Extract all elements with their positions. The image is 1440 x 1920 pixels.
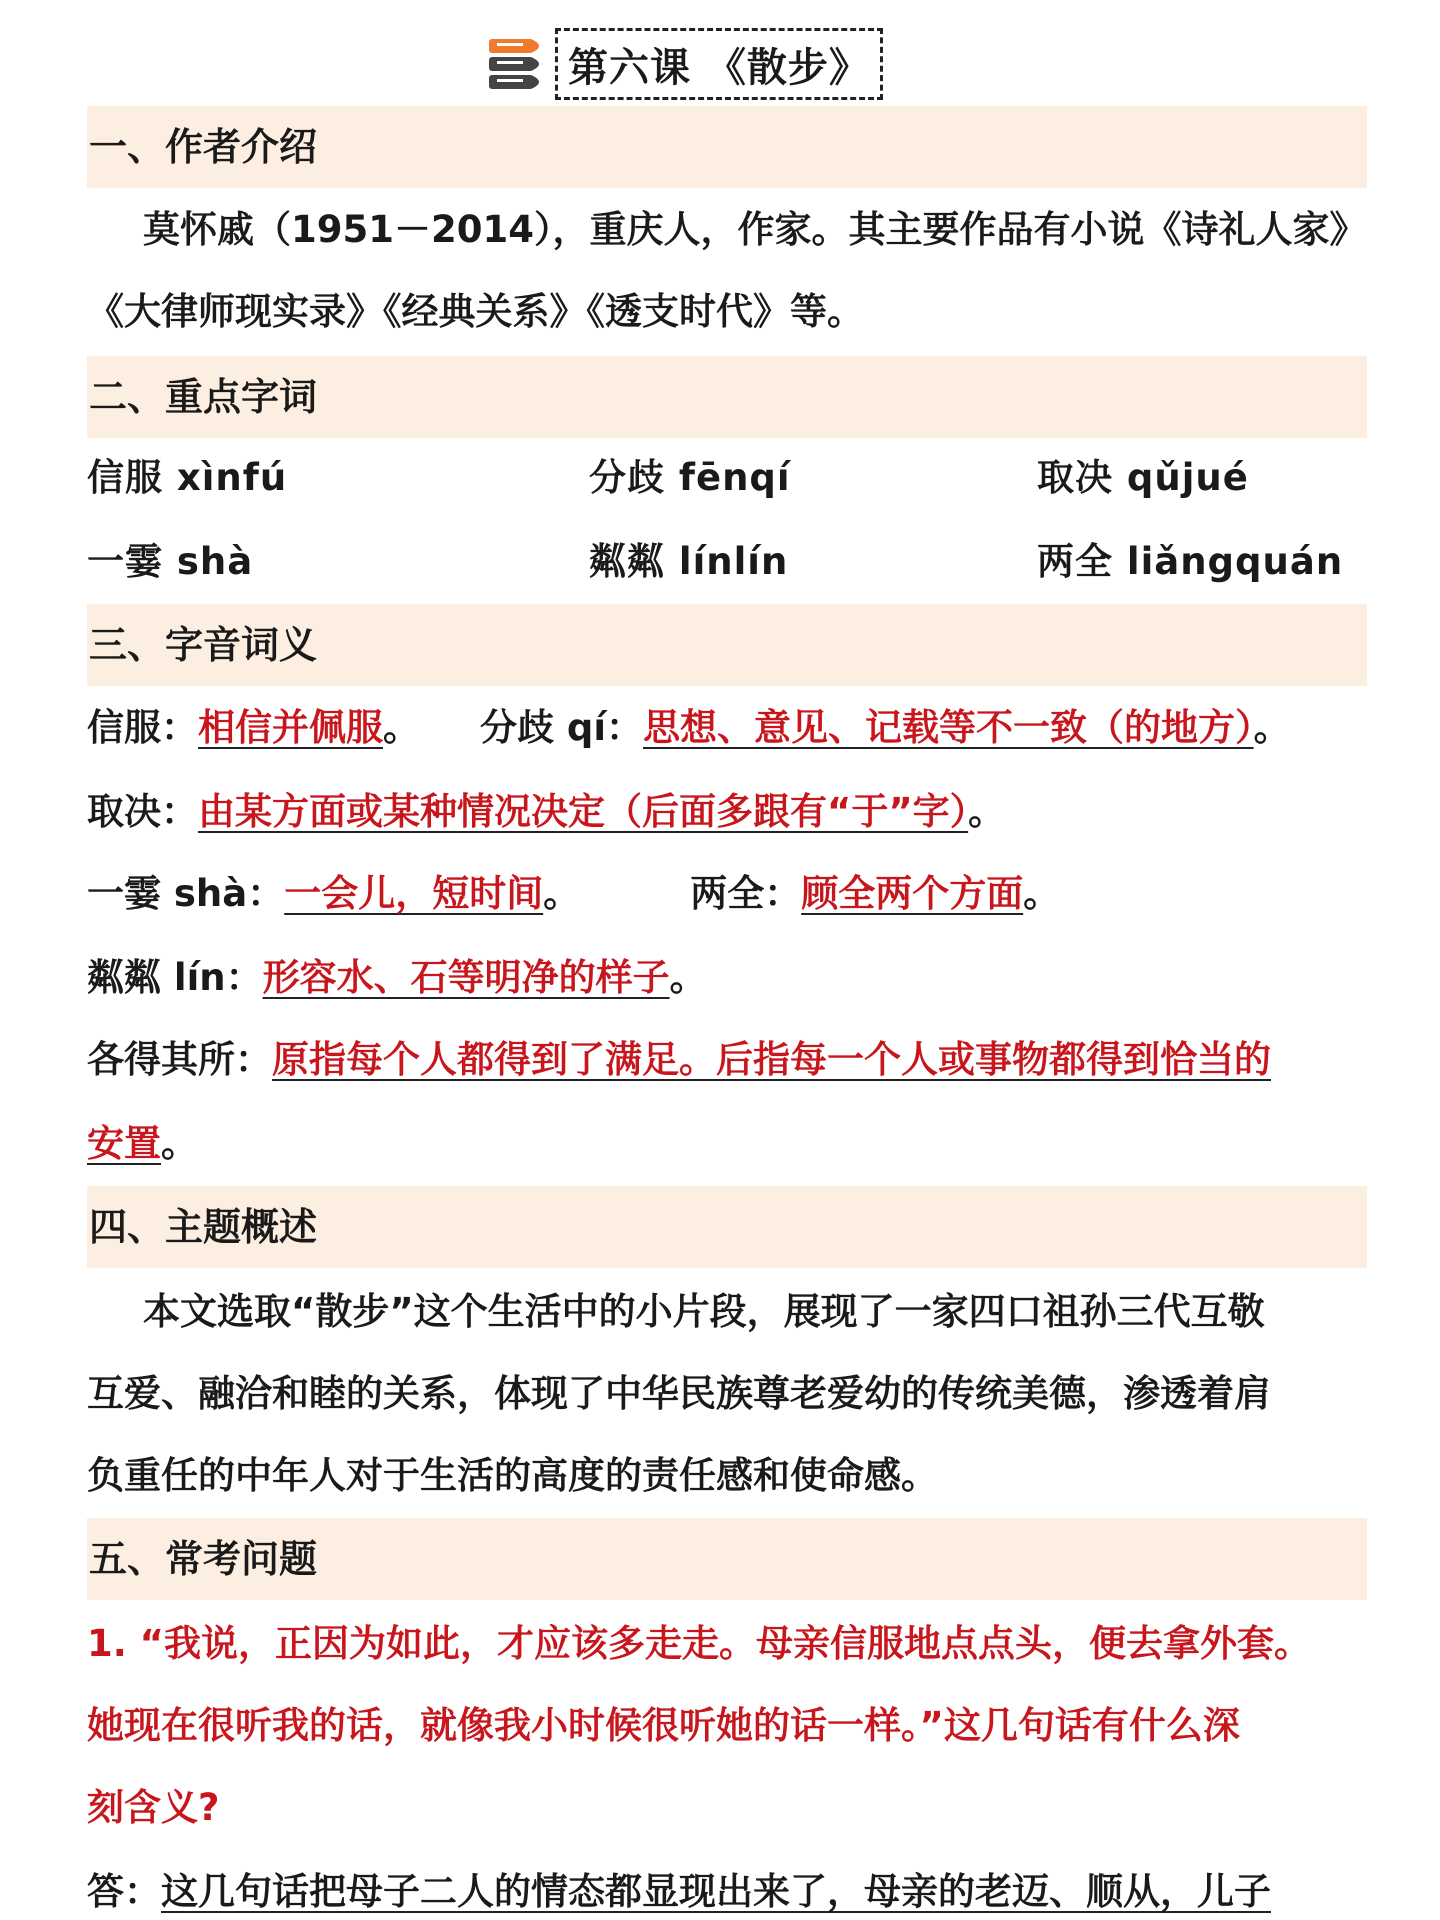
meaning-label: 取决： — [87, 790, 198, 833]
meaning-end: 。 — [1253, 706, 1291, 749]
meaning-definition: 安置 — [87, 1122, 161, 1165]
section-heading-vocab: 二、重点字词 — [87, 356, 1367, 438]
theme-line-2: 互爱、融洽和睦的关系，体现了中华民族尊老爱幼的传统美德，渗透着肩 — [87, 1372, 1271, 1415]
meaning-definition: 形容水、石等明净的样子 — [262, 956, 670, 999]
meaning-label: 信服： — [87, 706, 198, 749]
section-heading-theme: 四、主题概述 — [87, 1186, 1367, 1268]
meaning-definition: 思想、意见、记载等不一致（的地方） — [643, 706, 1254, 749]
meaning-label: 一霎 shà： — [87, 872, 285, 915]
meaning-end: 。 — [669, 956, 707, 999]
section-heading-questions: 五、常考问题 — [87, 1518, 1367, 1600]
question-line-3: 刻含义? — [87, 1786, 220, 1829]
meaning-end: 。 — [543, 872, 581, 915]
meaning-row — [87, 954, 1367, 1002]
vocab-item: 取决 qǔjué — [1037, 456, 1249, 499]
meaning-label: 分歧 qí： — [480, 706, 644, 749]
page-title: 第六课 《散步》 — [555, 28, 883, 100]
book-stack-icon — [487, 35, 549, 93]
theme-line-1: 本文选取“散步”这个生活中的小片段，展现了一家四口祖孙三代互敬 — [143, 1290, 1265, 1333]
meaning-row — [87, 870, 1367, 918]
meaning-label: 两全： — [690, 872, 802, 915]
author-line-2: 《大律师现实录》《经典关系》《透支时代》等。 — [87, 290, 864, 333]
question-line-2: 她现在很听我的话，就像我小时候很听她的话一样。”这几句话有什么深 — [87, 1704, 1240, 1747]
meaning-end: 。 — [1023, 872, 1061, 915]
title-area — [487, 30, 883, 98]
meaning-definition: 相信并佩服 — [198, 706, 383, 749]
answer-text: 这几句话把母子二人的情态都显现出来了，母亲的老迈、顺从，儿子 — [161, 1870, 1271, 1913]
question-line-1: 1. “我说，正因为如此，才应该多走走。母亲信服地点点头，便去拿外套。 — [87, 1622, 1311, 1665]
meaning-definition: 顾全两个方面 — [801, 872, 1024, 915]
meaning-row — [87, 704, 1367, 752]
meaning-definition: 由某方面或某种情况决定（后面多跟有“于”字） — [198, 790, 969, 833]
meaning-end: 。 — [161, 1122, 198, 1165]
meaning-row — [87, 1036, 1367, 1084]
meaning-label: 各得其所： — [87, 1038, 272, 1081]
meaning-row — [87, 788, 1367, 836]
section-heading-meanings: 三、字音词义 — [87, 604, 1367, 686]
meaning-end: 。 — [968, 790, 1006, 833]
theme-line-3: 负重任的中年人对于生活的高度的责任感和使命感。 — [87, 1454, 938, 1497]
answer-row — [87, 1868, 1367, 1916]
answer-label: 答： — [87, 1870, 161, 1913]
meaning-definition: 一会儿，短时间 — [284, 872, 544, 915]
vocab-item: 两全 liǎngquán — [1037, 540, 1344, 583]
vocab-item: 分歧 fēnqí — [589, 456, 791, 499]
meaning-definition: 原指每个人都得到了满足。后指每一个人或事物都得到恰当的 — [272, 1038, 1271, 1081]
author-line-1: 莫怀戚（1951－2014），重庆人，作家。其主要作品有小说《诗礼人家》 — [143, 208, 1367, 251]
vocab-item: 粼粼 línlín — [589, 540, 789, 583]
meaning-end: 。 — [383, 706, 420, 749]
meaning-label: 粼粼 lín： — [87, 956, 263, 999]
vocab-item: 信服 xìnfú — [87, 456, 288, 499]
meaning-row — [87, 1120, 1367, 1168]
section-heading-author: 一、作者介绍 — [87, 106, 1367, 188]
vocab-item: 一霎 shà — [87, 540, 254, 583]
